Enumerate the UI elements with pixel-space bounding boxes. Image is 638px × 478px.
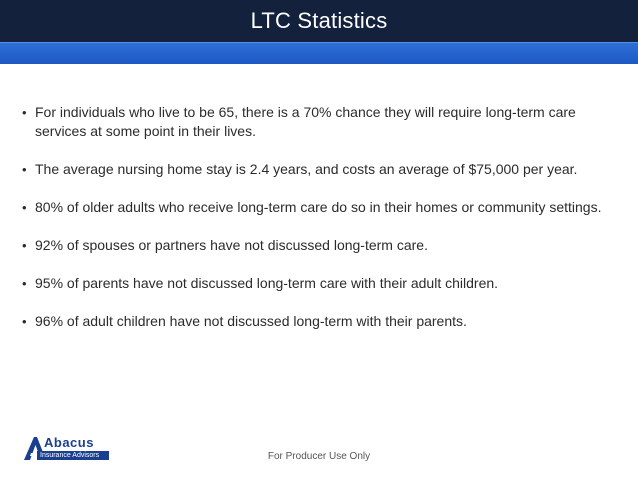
bullet-text: The average nursing home stay is 2.4 years, and costs an average of $75,000 per year. [35,161,578,177]
bullet-item [22,236,622,255]
footer-disclaimer: For Producer Use Only [267,451,371,462]
slide-title: LTC Statistics [250,8,388,33]
bullet-icon: • [22,105,27,120]
bullet-item [22,103,622,141]
bullet-icon: • [22,276,27,291]
bullet-text: 92% of spouses or partners have not discussed long-term care. [35,237,428,253]
bullet-item [22,160,622,179]
bullet-item [22,198,622,217]
logo-tagline: Insurance Advisors [37,451,109,460]
bullet-list [22,103,622,350]
bullet-item [22,312,622,331]
bullet-icon: • [22,200,27,215]
bullet-text: 95% of parents have not discussed long-term care with their adult children. [35,275,499,291]
bullet-icon: • [22,314,27,329]
logo-name: Abacus [44,435,94,450]
bullet-icon: • [22,162,27,177]
accent-band [0,42,638,64]
bullet-text: 80% of older adults who receive long-term care do so in their homes or community settings. [35,199,602,215]
bullet-text: For individuals who live to be 65, there is a 70% chance they will require long-term care services at some point in their lives. [35,104,576,139]
bullet-icon: • [22,238,27,253]
title-bar [0,0,638,42]
bullet-text: 96% of adult children have not discussed long-term with their parents. [35,313,467,329]
bullet-item [22,274,622,293]
